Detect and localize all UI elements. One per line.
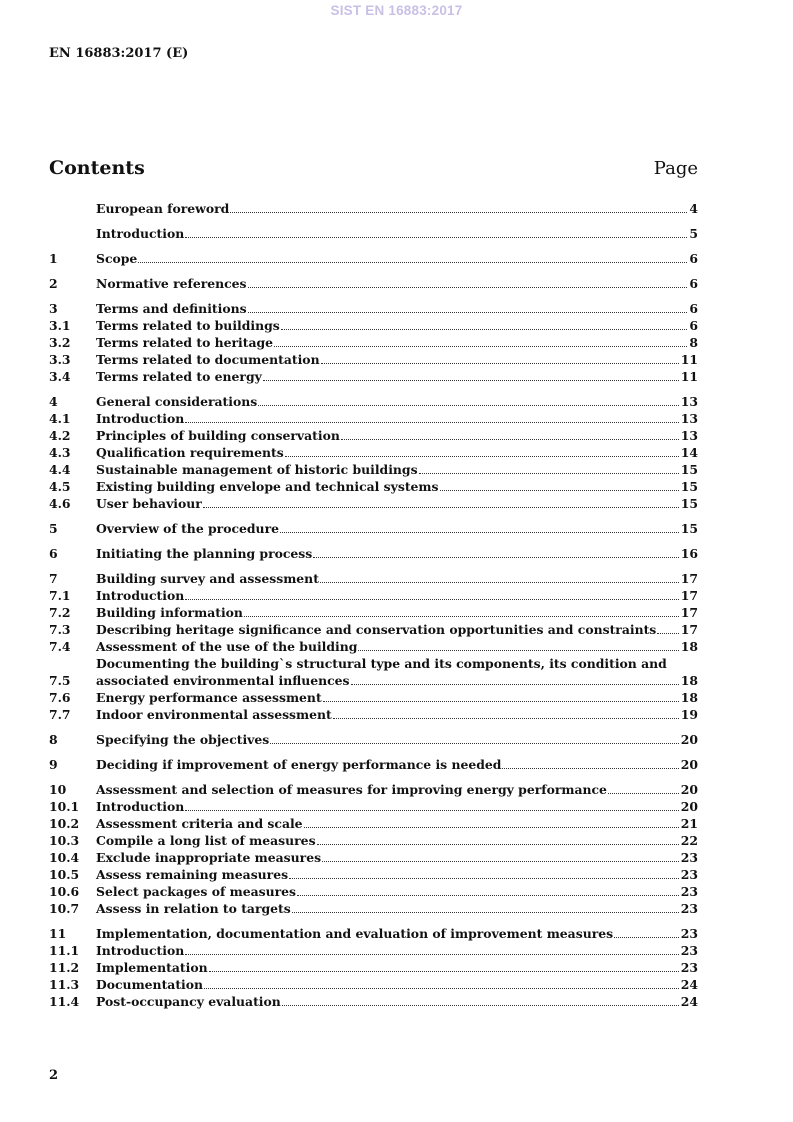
toc-entry[interactable] (49, 444, 698, 461)
toc-entry[interactable] (49, 959, 698, 976)
toc-dot-leader (313, 557, 678, 558)
toc-entry-number: 3.3 (49, 352, 71, 367)
toc-entry[interactable] (49, 925, 698, 942)
toc-dot-leader (351, 684, 679, 685)
toc-entry[interactable] (49, 250, 698, 267)
toc-dot-leader (138, 262, 687, 263)
toc-entry-number: 4.1 (49, 411, 71, 426)
toc-entry-number: 10.6 (49, 884, 80, 899)
toc-entry[interactable] (49, 798, 698, 815)
toc-entry-page: 15 (680, 521, 698, 536)
toc-entry-body (96, 849, 698, 866)
toc-entry-title: Compile a long list of measures (96, 833, 316, 848)
toc-entry-title: European foreword (96, 201, 230, 216)
toc-dot-leader (248, 312, 688, 313)
toc-entry-page: 13 (680, 394, 698, 409)
toc-entry-number: 3.4 (49, 369, 71, 384)
toc-dot-leader (285, 456, 679, 457)
toc-entry-number: 7 (49, 571, 58, 586)
toc-entry-title-continued: associated environmental influences (96, 673, 350, 688)
toc-group (49, 731, 698, 748)
toc-entry-number: 7.4 (49, 639, 71, 654)
toc-entry-title: Scope (96, 251, 138, 266)
toc-entry-title: Existing building envelope and technical systems (96, 479, 439, 494)
toc-entry[interactable] (49, 461, 698, 478)
toc-dot-leader (281, 329, 688, 330)
toc-entry-body (96, 976, 698, 993)
toc-entry[interactable] (49, 317, 698, 334)
toc-entry-number: 6 (49, 546, 58, 561)
toc-dot-leader (258, 405, 679, 406)
toc-dot-leader (282, 1005, 679, 1006)
toc-dot-leader (358, 650, 678, 651)
toc-entry-title: Principles of building conservation (96, 428, 340, 443)
toc-entry-number: 10.2 (49, 816, 80, 831)
toc-entry-title: Introduction (96, 226, 185, 241)
toc-entry-title: Introduction (96, 588, 185, 603)
toc-dot-leader (209, 971, 679, 972)
toc-entry[interactable] (49, 655, 698, 689)
toc-dot-leader (323, 701, 679, 702)
toc-entry-title: Assessment criteria and scale (96, 816, 303, 831)
toc-entry-title: Indoor environmental assessment (96, 707, 332, 722)
toc-entry[interactable] (49, 587, 698, 604)
toc-entry-title: Describing heritage significance and conservation opportunities and constraints (96, 622, 657, 637)
toc-entry-number: 4 (49, 394, 58, 409)
toc-entry[interactable] (49, 900, 698, 917)
toc-entry-page: 17 (680, 571, 698, 586)
toc-entry[interactable] (49, 478, 698, 495)
toc-entry-title: Assess remaining measures (96, 867, 289, 882)
page-column-label: Page (653, 158, 698, 179)
toc-entry-title: Select packages of measures (96, 884, 296, 899)
toc-entry[interactable] (49, 621, 698, 638)
toc-entry-body (96, 815, 698, 832)
toc-entry-body (96, 756, 698, 773)
toc-entry-number: 7.6 (49, 690, 71, 705)
page-number: 2 (49, 1068, 59, 1083)
toc-entry-body (96, 368, 698, 385)
toc-dot-leader (185, 422, 679, 423)
toc-entry-title: Assess in relation to targets (96, 901, 291, 916)
toc-entry-body (96, 495, 698, 512)
toc-entry-title: Implementation, documentation and evaluation of improvement measures (96, 926, 614, 941)
toc-dot-leader (292, 912, 679, 913)
toc-entry-title: Initiating the planning process (96, 546, 313, 561)
toc-entry-continuation (96, 672, 698, 689)
toc-entry-body (96, 587, 698, 604)
toc-dot-leader (322, 861, 679, 862)
toc-group (49, 570, 698, 723)
toc-dot-leader (440, 490, 679, 491)
toc-entry[interactable] (49, 706, 698, 723)
toc-entry[interactable] (49, 756, 698, 773)
toc-entry[interactable] (49, 334, 698, 351)
toc-entry-number: 10.3 (49, 833, 80, 848)
toc-entry[interactable] (49, 849, 698, 866)
toc-entry-number: 11 (49, 926, 67, 941)
toc-entry[interactable] (49, 781, 698, 798)
toc-entry-number: 1 (49, 251, 58, 266)
toc-entry-body (96, 225, 698, 242)
toc-entry-title: Terms related to documentation (96, 352, 320, 367)
toc-dot-leader (244, 616, 679, 617)
table-of-contents (49, 200, 698, 1018)
toc-entry-body (96, 993, 698, 1010)
toc-entry-number: 4.5 (49, 479, 71, 494)
toc-entry-page: 24 (680, 994, 698, 1009)
toc-entry-number: 4.2 (49, 428, 71, 443)
toc-entry-page: 20 (680, 782, 698, 797)
toc-entry-number: 11.4 (49, 994, 80, 1009)
toc-entry[interactable] (49, 545, 698, 562)
toc-dot-leader (185, 810, 679, 811)
toc-entry-title: Building survey and assessment (96, 571, 319, 586)
toc-entry-body (96, 621, 698, 638)
toc-dot-leader (185, 954, 679, 955)
toc-group (49, 200, 698, 217)
toc-group (49, 300, 698, 385)
toc-group (49, 393, 698, 512)
toc-entry[interactable] (49, 815, 698, 832)
toc-dot-leader (419, 473, 679, 474)
toc-entry-body (96, 925, 698, 942)
toc-entry-page: 19 (680, 707, 698, 722)
toc-entry-page: 6 (689, 301, 698, 316)
toc-entry-body (96, 638, 698, 655)
toc-entry-title: Overview of the procedure (96, 521, 279, 536)
toc-entry-body (96, 200, 698, 217)
toc-entry[interactable] (49, 368, 698, 385)
toc-dot-leader (341, 439, 679, 440)
toc-dot-leader (608, 793, 679, 794)
toc-entry[interactable] (49, 883, 698, 900)
toc-entry[interactable] (49, 495, 698, 512)
toc-entry-title: Terms and definitions (96, 301, 247, 316)
toc-entry-page: 18 (680, 639, 698, 654)
toc-entry[interactable] (49, 604, 698, 621)
toc-entry-number: 2 (49, 276, 58, 291)
toc-group (49, 756, 698, 773)
toc-entry[interactable] (49, 225, 698, 242)
toc-entry-title: Documentation (96, 977, 204, 992)
toc-entry-page: 11 (680, 352, 698, 367)
toc-entry-body (96, 781, 698, 798)
toc-entry-number: 10 (49, 782, 67, 797)
toc-entry-title: Terms related to energy (96, 369, 262, 384)
toc-entry[interactable] (49, 275, 698, 292)
toc-dot-leader (230, 212, 687, 213)
toc-entry[interactable] (49, 942, 698, 959)
toc-entry-title: Qualification requirements (96, 445, 284, 460)
toc-entry-page: 6 (689, 251, 698, 266)
toc-entry[interactable] (49, 410, 698, 427)
toc-entry-body (96, 410, 698, 427)
toc-entry-number: 7.1 (49, 588, 71, 603)
toc-entry-number: 4.3 (49, 445, 71, 460)
toc-dot-leader (317, 844, 679, 845)
toc-entry-number: 9 (49, 757, 58, 772)
toc-entry-page: 24 (680, 977, 698, 992)
toc-entry-page: 15 (680, 462, 698, 477)
toc-entry-number: 7.2 (49, 605, 71, 620)
toc-entry-body (96, 798, 698, 815)
toc-entry-number: 7.7 (49, 707, 71, 722)
toc-entry[interactable] (49, 520, 698, 537)
toc-entry-title: Specifying the objectives (96, 732, 270, 747)
toc-entry-title: Building information (96, 605, 243, 620)
toc-dot-leader (333, 718, 679, 719)
toc-entry-page: 23 (680, 943, 698, 958)
toc-entry-page: 22 (680, 833, 698, 848)
toc-entry-title: Energy performance assessment (96, 690, 322, 705)
toc-entry-page: 18 (680, 673, 698, 688)
toc-dot-leader (280, 532, 679, 533)
toc-entry-page: 13 (680, 428, 698, 443)
toc-entry-page: 20 (680, 732, 698, 747)
toc-entry-body (96, 959, 698, 976)
toc-entry-page: 17 (680, 622, 698, 637)
toc-entry-number: 5 (49, 521, 58, 536)
toc-entry-page: 23 (680, 850, 698, 865)
toc-entry-body (96, 250, 698, 267)
toc-entry-body (96, 832, 698, 849)
toc-entry-page: 23 (680, 884, 698, 899)
toc-entry-page: 20 (680, 757, 698, 772)
toc-entry-body (96, 317, 698, 334)
toc-entry-body (96, 942, 698, 959)
toc-entry[interactable] (49, 689, 698, 706)
toc-dot-leader (502, 768, 678, 769)
contents-title: Contents (49, 157, 145, 179)
toc-entry-page: 6 (689, 318, 698, 333)
toc-dot-leader (321, 363, 679, 364)
toc-entry-page: 14 (680, 445, 698, 460)
toc-entry-page: 13 (680, 411, 698, 426)
toc-dot-leader (297, 895, 679, 896)
toc-group (49, 925, 698, 1010)
toc-entry[interactable] (49, 976, 698, 993)
toc-entry-page: 8 (689, 335, 698, 350)
toc-entry-number: 7.3 (49, 622, 71, 637)
toc-entry-body (96, 706, 698, 723)
toc-entry-page: 23 (680, 901, 698, 916)
document-id-header: EN 16883:2017 (E) (49, 46, 189, 61)
toc-entry-title: Post-occupancy evaluation (96, 994, 281, 1009)
toc-entry-page: 21 (680, 816, 698, 831)
toc-dot-leader (304, 827, 679, 828)
toc-entry-title: Documenting the building`s structural type and its components, its condition and (96, 656, 667, 671)
toc-entry-title: Deciding if improvement of energy performance is needed (96, 757, 502, 772)
toc-entry-number: 10.4 (49, 850, 80, 865)
toc-entry-page: 6 (689, 276, 698, 291)
toc-entry-number: 4.6 (49, 496, 71, 511)
toc-entry-body (96, 883, 698, 900)
toc-entry-title: Introduction (96, 411, 185, 426)
toc-group (49, 275, 698, 292)
toc-dot-leader (289, 878, 679, 879)
toc-dot-leader (185, 237, 687, 238)
toc-entry[interactable] (49, 300, 698, 317)
toc-group (49, 781, 698, 917)
toc-entry-page: 16 (680, 546, 698, 561)
toc-entry[interactable] (49, 731, 698, 748)
toc-entry-page: 11 (680, 369, 698, 384)
toc-entry-body (96, 427, 698, 444)
toc-entry[interactable] (49, 200, 698, 217)
toc-entry-body (96, 275, 698, 292)
toc-entry-body (96, 900, 698, 917)
toc-entry-body (96, 570, 698, 587)
toc-group (49, 225, 698, 242)
toc-entry-body (96, 393, 698, 410)
toc-entry-number: 3.1 (49, 318, 71, 333)
toc-entry-page: 23 (680, 867, 698, 882)
toc-entry-title: Introduction (96, 799, 185, 814)
toc-entry-page: 18 (680, 690, 698, 705)
toc-entry[interactable] (49, 993, 698, 1010)
toc-entry-body (96, 545, 698, 562)
toc-entry-body (96, 300, 698, 317)
toc-entry-number: 10.1 (49, 799, 80, 814)
toc-entry-title: User behaviour (96, 496, 202, 511)
toc-entry-number: 11.2 (49, 960, 80, 975)
toc-entry-title: General considerations (96, 394, 258, 409)
toc-entry-title: Implementation (96, 960, 208, 975)
toc-entry-body (96, 604, 698, 621)
toc-entry-body (96, 478, 698, 495)
toc-dot-leader (614, 937, 679, 938)
toc-entry-number: 7.5 (49, 673, 71, 688)
toc-entry-title: Exclude inappropriate measures (96, 850, 322, 865)
toc-dot-leader (185, 599, 679, 600)
toc-entry-title: Normative references (96, 276, 247, 291)
toc-entry-page: 15 (680, 496, 698, 511)
toc-dot-leader (203, 507, 679, 508)
toc-entry-number: 3 (49, 301, 58, 316)
toc-group (49, 545, 698, 562)
toc-group (49, 520, 698, 537)
toc-entry-page: 4 (689, 201, 698, 216)
toc-entry-page: 17 (680, 588, 698, 603)
toc-entry-page: 23 (680, 960, 698, 975)
toc-entry[interactable] (49, 351, 698, 368)
toc-dot-leader (263, 380, 679, 381)
toc-entry-number: 11.3 (49, 977, 80, 992)
toc-entry-page: 15 (680, 479, 698, 494)
toc-dot-leader (204, 988, 679, 989)
toc-entry[interactable] (49, 638, 698, 655)
toc-entry[interactable] (49, 832, 698, 849)
toc-entry-title: Assessment of the use of the building (96, 639, 358, 654)
toc-entry-page: 17 (680, 605, 698, 620)
toc-entry-number: 8 (49, 732, 58, 747)
toc-entry-body (96, 444, 698, 461)
toc-entry-number: 10.5 (49, 867, 80, 882)
toc-dot-leader (320, 582, 679, 583)
toc-entry-number: 11.1 (49, 943, 80, 958)
toc-entry[interactable] (49, 570, 698, 587)
toc-entry-body (96, 689, 698, 706)
toc-entry[interactable] (49, 427, 698, 444)
toc-entry-page: 20 (680, 799, 698, 814)
toc-entry[interactable] (49, 866, 698, 883)
toc-entry-body (96, 866, 698, 883)
toc-entry-title: Sustainable management of historic buildings (96, 462, 418, 477)
toc-entry-title: Introduction (96, 943, 185, 958)
toc-entry-body (96, 655, 698, 689)
toc-group (49, 250, 698, 267)
watermark: SIST EN 16883:2017 (330, 3, 463, 18)
toc-dot-leader (248, 287, 688, 288)
toc-entry-page: 23 (680, 926, 698, 941)
toc-entry-number: 3.2 (49, 335, 71, 350)
toc-entry-number: 10.7 (49, 901, 80, 916)
toc-dot-leader (274, 346, 687, 347)
toc-entry-title: Terms related to heritage (96, 335, 274, 350)
contents-heading (49, 157, 698, 179)
toc-entry-body (96, 461, 698, 478)
toc-entry-page: 5 (689, 226, 698, 241)
toc-dot-leader (270, 743, 679, 744)
toc-entry-body (96, 731, 698, 748)
toc-entry-body (96, 351, 698, 368)
toc-entry-title: Terms related to buildings (96, 318, 280, 333)
toc-entry-number: 4.4 (49, 462, 71, 477)
toc-entry-title: Assessment and selection of measures for improving energy performance (96, 782, 607, 797)
toc-entry[interactable] (49, 393, 698, 410)
toc-dot-leader (657, 633, 678, 634)
toc-entry-body (96, 520, 698, 537)
toc-entry-body (96, 334, 698, 351)
